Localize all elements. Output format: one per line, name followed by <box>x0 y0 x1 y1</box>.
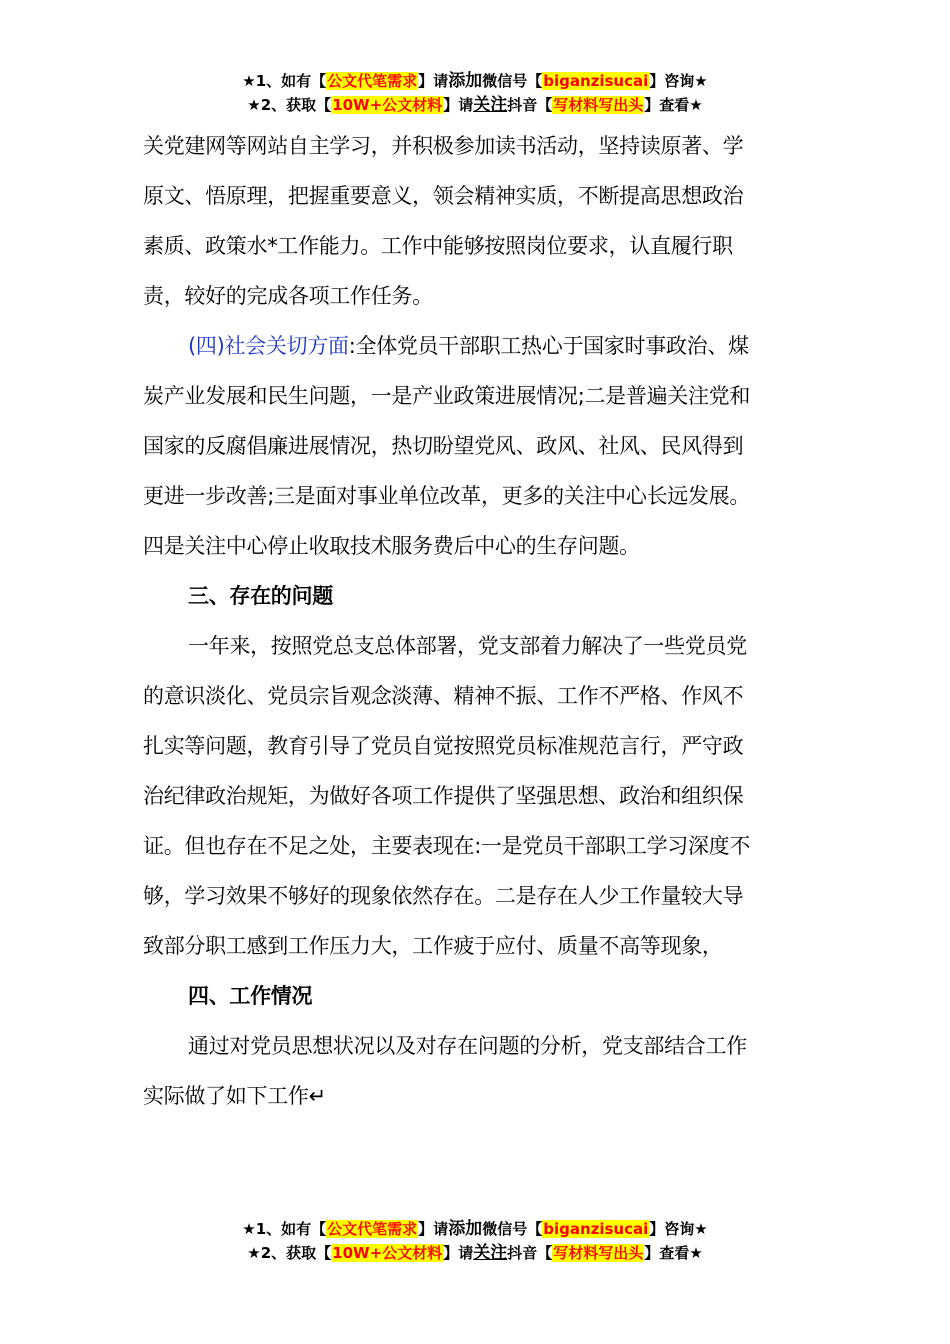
highlight-materials: 10W+公文材料 <box>332 1244 443 1262</box>
text-line: 实际做了如下工作↵ <box>143 1084 326 1108</box>
text-line: 扎实等问题，教育引导了党员自觉按照党员标准规范言行，严守政 <box>143 734 744 758</box>
highlight-materials: 10W+公文材料 <box>332 96 443 114</box>
text-line: 原文、悟原理，把握重要意义，领会精神实质，不断提高思想政治 <box>143 184 744 208</box>
emphasis-follow: 关注 <box>473 95 508 115</box>
highlight-douyin: 写材料写出头 <box>553 1244 644 1262</box>
text-line: 炭产业发展和民生问题，一是产业政策进展情况;二是普遍关注党和 <box>143 384 751 408</box>
text-line: 责，较好的完成各项工作任务。 <box>143 284 433 308</box>
text-line: 国家的反腐倡廉进展情况，热切盼望党风、政风、社风、民风得到 <box>143 434 744 458</box>
banner-line-1: ★1、如有【公文代笔需求】请添加微信号【biganzisucai】咨询★ <box>242 1219 708 1239</box>
text-line: 更进一步改善;三是面对事业单位改革，更多的关注中心长远发展。 <box>143 484 751 508</box>
banner-line-2: ★2、获取【10W+公文材料】请关注抖音【写材料写出头】查看★ <box>247 95 703 115</box>
emphasis-follow: 关注 <box>473 1243 508 1263</box>
highlight-service: 公文代笔需求 <box>327 72 418 90</box>
highlight-wechat-id: biganzisucai <box>543 1220 649 1238</box>
highlight-service: 公文代笔需求 <box>327 1220 418 1238</box>
text-line: 关党建网等网站自主学习，并积极参加读书活动，坚持读原著、学 <box>143 134 744 158</box>
text-line: 的意识淡化、党员宗旨观念淡薄、精神不振、工作不严格、作风不 <box>143 684 744 708</box>
banner-line-1: ★1、如有【公文代笔需求】请添加微信号【biganzisucai】咨询★ <box>242 71 708 91</box>
text-line: 通过对党员思想状况以及对存在问题的分析，党支部结合工作 <box>188 1034 747 1058</box>
highlight-wechat-id: biganzisucai <box>543 72 649 90</box>
text-line: 证。但也存在不足之处，主要表现在:一是党员干部职工学习深度不 <box>143 834 751 858</box>
document-body <box>143 121 807 1121</box>
highlight-douyin: 写材料写出头 <box>553 96 644 114</box>
text-line: 素质、政策水*工作能力。工作中能够按照岗位要求，认直履行职 <box>143 234 733 258</box>
subheading-social-concerns: (四)社会关切方面 <box>188 334 349 358</box>
footer-banner <box>0 1217 950 1265</box>
header-banner <box>0 69 950 117</box>
text-line: 四是关注中心停止收取技术服务费后中心的生存问题。 <box>143 534 640 558</box>
text-line: 治纪律政治规矩，为做好各项工作提供了坚强思想、政治和组织保 <box>143 784 744 808</box>
text-line: 够，学习效果不够好的现象依然存在。二是存在人少工作量较大导 <box>143 884 744 908</box>
paragraph-social-concerns: (四)社会关切方面:全体党员干部职工热心于国家时事政治、煤 <box>188 334 749 358</box>
section-title-problems: 三、存在的问题 <box>188 584 333 608</box>
text-line: 致部分职工感到工作压力大，工作疲于应付、质量不高等现象， <box>143 934 723 958</box>
text-line: 一年来，按照党总支总体部署，党支部着力解决了一些党员党 <box>188 634 747 658</box>
emphasis-add: 添加 <box>448 1219 483 1239</box>
section-title-work-status: 四、工作情况 <box>188 984 313 1008</box>
emphasis-add: 添加 <box>448 71 483 91</box>
banner-line-2: ★2、获取【10W+公文材料】请关注抖音【写材料写出头】查看★ <box>247 1243 703 1263</box>
